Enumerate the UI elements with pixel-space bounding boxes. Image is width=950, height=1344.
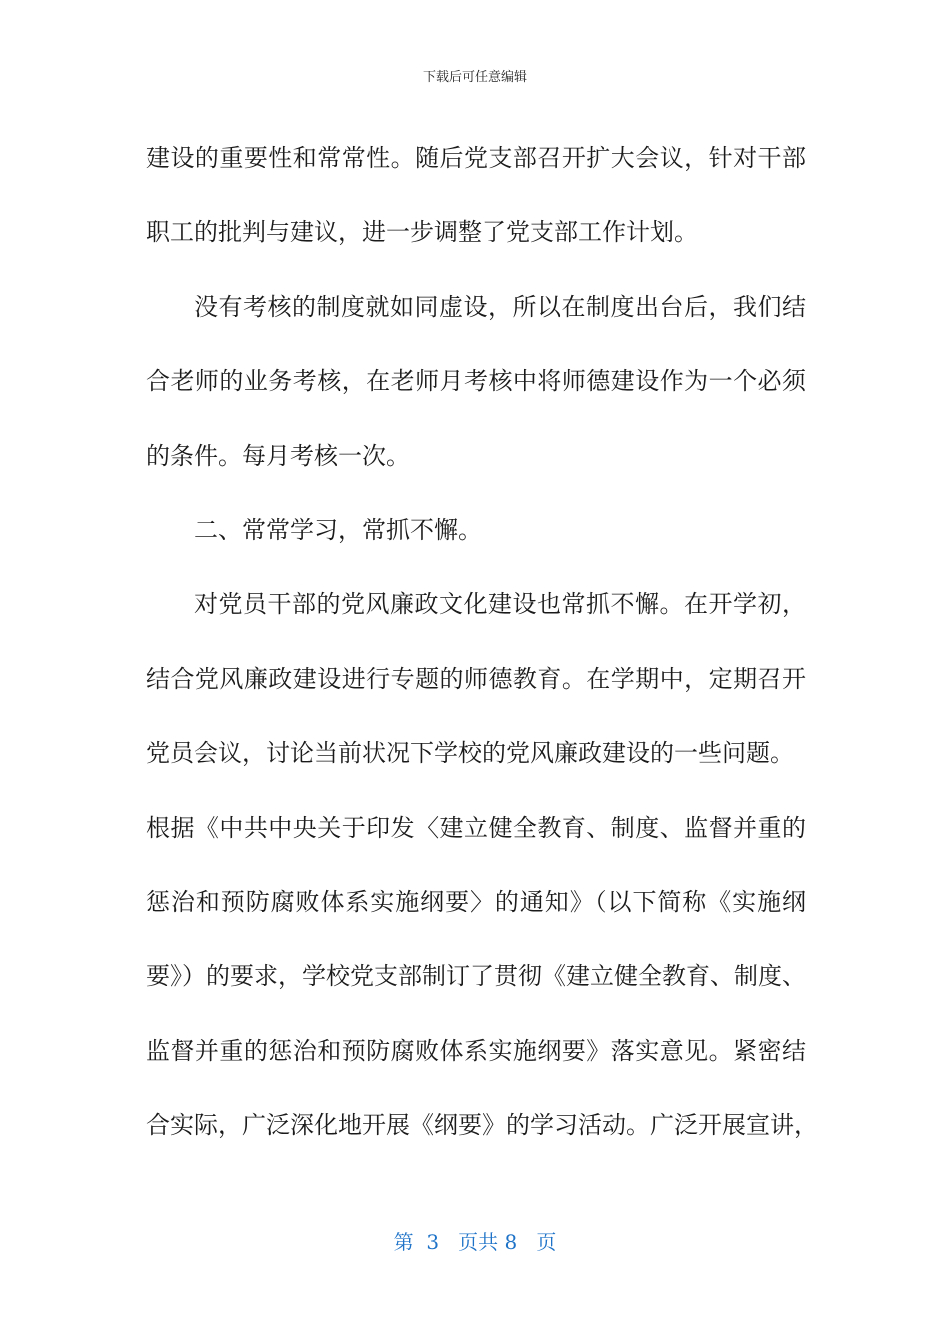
paragraph-start-line: 没有考核的制度就如同虚设，所以在制度出台后，我们结 — [194, 292, 806, 321]
text-line: 要》）的要求，学校党支部制订了贯彻《建立健全教育、制度、 — [146, 962, 806, 991]
text-line: 监督并重的惩治和预防腐败体系实施纲要》落实意见。紧密结 — [146, 1036, 806, 1065]
text-line: 结合党风廉政建设进行专题的师德教育。在学期中，定期召开 — [146, 664, 806, 693]
page-header: 下载后可任意编辑 — [422, 70, 527, 85]
text-line: 的条件。每月考核一次。 — [146, 441, 410, 470]
text-line: 合老师的业务考核，在老师月考核中将师德建设作为一个必须 — [146, 367, 806, 396]
text-line: 合实际，广泛深化地开展《纲要》的学习活动。广泛开展宣讲， — [146, 1111, 818, 1140]
text-line: 建设的重要性和常常性。随后党支部召开扩大会议，针对干部 — [146, 144, 806, 172]
paragraph-start-line: 对党员干部的党风廉政文化建设也常抓不懈。在开学初， — [194, 590, 806, 619]
document-body — [146, 121, 818, 1162]
text-line: 根据《中共中央关于印发〈建立健全教育、制度、监督并重的 — [146, 813, 806, 842]
page-number-footer: 第 3 页共 8 页 — [393, 1230, 557, 1254]
text-line: 职工的批判与建议，进一步调整了党支部工作计划。 — [146, 218, 698, 247]
text-line: 惩治和预防腐败体系实施纲要〉的通知》（以下简称《实施纲 — [146, 887, 806, 916]
text-line: 党员会议，讨论当前状况下学校的党风廉政建设的一些问题。 — [146, 739, 794, 768]
section-heading: 二、常常学习，常抓不懈。 — [194, 515, 482, 544]
